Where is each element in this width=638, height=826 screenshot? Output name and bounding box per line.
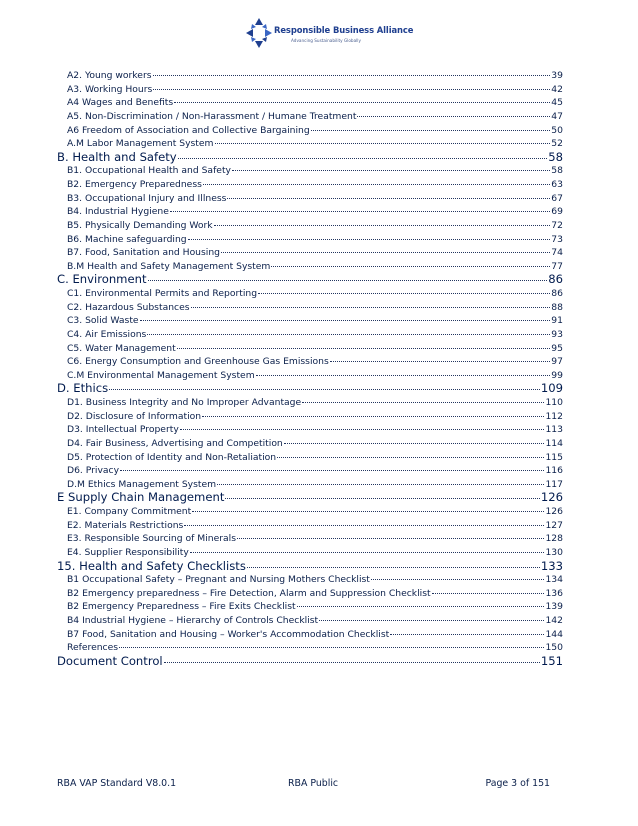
- toc-dot-leader: [284, 443, 545, 444]
- toc-dot-leader: [215, 143, 551, 144]
- toc-dot-leader: [148, 280, 548, 281]
- toc-dot-leader: [237, 538, 544, 539]
- toc-entry[interactable]: [57, 532, 563, 546]
- toc-entry[interactable]: [57, 505, 563, 519]
- toc-entry[interactable]: [57, 260, 563, 274]
- toc-entry-label: B2 Emergency preparedness – Fire Detection, Alarm and Suppression Checklist: [67, 587, 431, 599]
- toc-entry[interactable]: [57, 519, 563, 533]
- toc-page-number: 77: [551, 260, 563, 272]
- toc-dot-leader: [119, 647, 544, 648]
- toc-entry[interactable]: [57, 546, 563, 560]
- toc-entry[interactable]: [57, 164, 563, 178]
- toc-dot-leader: [232, 170, 550, 171]
- toc-dot-leader: [191, 307, 551, 308]
- toc-page-number: 133: [540, 558, 563, 573]
- toc-entry[interactable]: [57, 314, 563, 328]
- toc-entry-label: B.M Health and Safety Management System: [67, 260, 271, 272]
- toc-page-number: 39: [551, 70, 563, 81]
- toc-entry-label: E1. Company Commitment: [67, 506, 192, 517]
- toc-entry-label: D5. Protection of Identity and Non-Retaliation: [67, 451, 277, 463]
- toc-page-number: 134: [545, 574, 563, 586]
- toc-entry[interactable]: [57, 83, 563, 97]
- toc-dot-leader: [390, 634, 544, 635]
- toc-entry[interactable]: [57, 219, 563, 233]
- toc-page-number: 52: [551, 138, 563, 150]
- toc-entry-label: B7 Food, Sanitation and Housing – Worker's Accommodation Checklist: [67, 628, 390, 640]
- toc-dot-leader: [302, 402, 544, 403]
- toc-entry[interactable]: [57, 478, 563, 492]
- toc-dot-leader: [319, 620, 544, 621]
- toc-section-entry[interactable]: [57, 382, 563, 396]
- toc-entry[interactable]: [57, 396, 563, 410]
- toc-page-number: 126: [545, 506, 563, 517]
- toc-entry[interactable]: [57, 192, 563, 206]
- toc-entry-label: D1. Business Integrity and No Improper Advantage: [67, 397, 302, 408]
- toc-entry[interactable]: [57, 600, 563, 614]
- footer-classification: RBA Public: [288, 778, 339, 789]
- toc-dot-leader: [256, 375, 551, 376]
- toc-entry-label: C. Environment: [57, 272, 147, 287]
- toc-page-number: 114: [545, 437, 563, 449]
- footer-document-name: RBA VAP Standard V8.0.1: [57, 778, 177, 789]
- toc-dot-leader: [371, 579, 545, 580]
- toc-page-number: 97: [551, 356, 563, 368]
- toc-entry-label: E2. Materials Restrictions: [67, 519, 184, 531]
- toc-entry[interactable]: [57, 573, 563, 587]
- toc-dot-leader: [153, 89, 550, 90]
- toc-page-number: 117: [545, 478, 563, 490]
- toc-dot-leader: [120, 470, 544, 471]
- toc-entry-label: E4. Supplier Responsibility: [67, 546, 189, 558]
- toc-page-number: 72: [551, 219, 563, 231]
- toc-page-number: 99: [551, 369, 563, 381]
- toc-page-number: 74: [551, 247, 563, 259]
- toc-entry[interactable]: [57, 233, 563, 247]
- toc-entry-label: B4 Industrial Hygiene – Hierarchy of Controls Checklist: [67, 615, 319, 626]
- toc-dot-leader: [357, 116, 550, 117]
- toc-dot-leader: [247, 567, 540, 568]
- toc-entry-label: 15. Health and Safety Checklists: [57, 558, 246, 573]
- toc-entry-label: B3. Occupational Injury and Illness: [67, 192, 227, 204]
- toc-dot-leader: [184, 525, 544, 526]
- toc-page-number: 142: [545, 615, 563, 626]
- toc-dot-leader: [330, 361, 551, 362]
- toc-entry[interactable]: [57, 342, 563, 356]
- toc-entry[interactable]: [57, 205, 563, 219]
- toc-entry-label: B5. Physically Demanding Work: [67, 219, 213, 231]
- toc-page-number: 130: [545, 546, 563, 558]
- toc-dot-leader: [297, 606, 545, 607]
- toc-entry[interactable]: [57, 328, 563, 342]
- toc-section-entry[interactable]: [57, 491, 563, 505]
- toc-dot-leader: [311, 130, 551, 131]
- toc-page-number: 93: [551, 328, 563, 340]
- toc-dot-leader: [153, 75, 551, 76]
- toc-entry-label: B1 Occupational Safety – Pregnant and Nursing Mothers Checklist: [67, 574, 370, 586]
- toc-entry[interactable]: [57, 246, 563, 260]
- toc-page-number: 126: [540, 490, 563, 505]
- toc-dot-leader: [147, 334, 550, 335]
- toc-entry[interactable]: [57, 641, 563, 655]
- toc-page-number: 144: [545, 628, 563, 640]
- toc-dot-leader: [217, 484, 544, 485]
- toc-entry[interactable]: [57, 124, 563, 138]
- toc-entry[interactable]: [57, 137, 563, 151]
- toc-dot-leader: [227, 198, 550, 199]
- rba-logo-icon: [243, 16, 275, 50]
- toc-entry-label: A3. Working Hours: [67, 83, 153, 95]
- toc-page-number: 86: [548, 272, 563, 287]
- rba-logo: [243, 16, 414, 52]
- toc-page-number: 73: [551, 233, 563, 245]
- toc-dot-leader: [271, 266, 550, 267]
- toc-page-number: 58: [548, 149, 563, 164]
- toc-page-number: 136: [545, 587, 563, 599]
- toc-dot-leader: [221, 252, 550, 253]
- toc-entry-label: E Supply Chain Management: [57, 490, 225, 505]
- toc-page-number: 112: [545, 410, 563, 422]
- toc-entry[interactable]: [57, 301, 563, 315]
- toc-entry-label: D2. Disclosure of Information: [67, 410, 202, 422]
- toc-entry-label: Document Control: [57, 653, 163, 668]
- brand-name: Responsible Business Alliance: [274, 25, 414, 35]
- toc-page-number: 88: [551, 301, 563, 313]
- toc-dot-leader: [202, 416, 544, 417]
- toc-entry-label: B7. Food, Sanitation and Housing: [67, 247, 221, 259]
- toc-page-number: 50: [551, 124, 563, 136]
- toc-entry[interactable]: [57, 614, 563, 628]
- toc-page-number: 58: [551, 165, 563, 177]
- toc-entry[interactable]: [57, 69, 563, 83]
- toc-page-number: 115: [545, 451, 563, 463]
- toc-section-entry[interactable]: [57, 151, 563, 165]
- toc-entry-label: D.M Ethics Management System: [67, 478, 217, 490]
- toc-section-entry[interactable]: [57, 560, 563, 574]
- toc-dot-leader: [277, 457, 544, 458]
- toc-entry-label: B2 Emergency Preparedness – Fire Exits Checklist: [67, 601, 296, 613]
- toc-entry[interactable]: [57, 96, 563, 110]
- toc-entry[interactable]: [57, 587, 563, 601]
- toc-entry-label: D. Ethics: [57, 381, 109, 396]
- toc-entry[interactable]: [57, 287, 563, 301]
- toc-dot-leader: [203, 184, 550, 185]
- toc-entry-label: C1. Environmental Permits and Reporting: [67, 288, 258, 299]
- toc-dot-leader: [170, 211, 550, 212]
- toc-entry-label: A5. Non-Discrimination / Non-Harassment / Humane Treatment: [67, 110, 357, 122]
- toc-entry-label: A2. Young workers: [67, 70, 152, 81]
- toc-entry[interactable]: [57, 437, 563, 451]
- footer-page-number: Page 3 of 151: [485, 778, 550, 789]
- toc-dot-leader: [190, 552, 545, 553]
- toc-dot-leader: [214, 225, 551, 226]
- toc-entry-label: B1. Occupational Health and Safety: [67, 165, 231, 177]
- toc-page-number: 42: [551, 83, 563, 95]
- toc-entry-label: C2. Hazardous Substances: [67, 301, 190, 313]
- toc-page-number: 45: [551, 97, 563, 109]
- toc-page-number: 128: [545, 533, 563, 545]
- toc-section-entry[interactable]: [57, 273, 563, 287]
- toc-page-number: 69: [551, 206, 563, 218]
- toc-entry-label: C5. Water Management: [67, 342, 176, 354]
- toc-page-number: 150: [545, 642, 563, 654]
- toc-entry[interactable]: [57, 178, 563, 192]
- toc-entry[interactable]: [57, 355, 563, 369]
- toc-entry-label: C.M Environmental Management System: [67, 369, 255, 381]
- toc-entry-label: A4 Wages and Benefits: [67, 97, 174, 109]
- toc-page-number: 47: [551, 110, 563, 122]
- toc-entry-label: B. Health and Safety: [57, 149, 177, 164]
- toc-dot-leader: [188, 239, 551, 240]
- toc-entry-label: A6 Freedom of Association and Collective Bargaining: [67, 124, 310, 136]
- toc-entry-label: C6. Energy Consumption and Greenhouse Gas Emissions: [67, 356, 329, 368]
- toc-entry[interactable]: [57, 410, 563, 424]
- toc-page-number: 67: [551, 192, 563, 204]
- toc-page-number: 91: [551, 315, 563, 327]
- toc-entry[interactable]: [57, 628, 563, 642]
- toc-page-number: 110: [545, 397, 563, 408]
- toc-dot-leader: [258, 293, 550, 294]
- brand-tagline: Advancing Sustainability Globally: [291, 38, 361, 43]
- toc-entry[interactable]: [57, 369, 563, 383]
- toc-dot-leader: [174, 102, 550, 103]
- toc-entry-label: B2. Emergency Preparedness: [67, 179, 202, 190]
- toc-entry-label: D4. Fair Business, Advertising and Competition: [67, 437, 283, 449]
- table-of-contents: [57, 69, 563, 669]
- toc-entry[interactable]: [57, 464, 563, 478]
- toc-entry-label: B4. Industrial Hygiene: [67, 206, 169, 218]
- toc-page-number: 127: [545, 519, 563, 531]
- toc-dot-leader: [164, 662, 540, 663]
- toc-dot-leader: [432, 593, 545, 594]
- toc-page-number: 139: [545, 601, 563, 613]
- toc-entry-label: References: [67, 642, 119, 654]
- toc-dot-leader: [192, 511, 544, 512]
- toc-dot-leader: [178, 158, 548, 159]
- toc-entry-label: A.M Labor Management System: [67, 138, 214, 150]
- toc-dot-leader: [140, 320, 551, 321]
- toc-entry[interactable]: [57, 110, 563, 124]
- toc-entry-label: D6. Privacy: [67, 465, 120, 477]
- toc-dot-leader: [225, 498, 539, 499]
- toc-page-number: 63: [551, 179, 563, 190]
- toc-dot-leader: [177, 348, 551, 349]
- toc-entry-label: E3. Responsible Sourcing of Minerals: [67, 533, 236, 545]
- toc-page-number: 109: [540, 381, 563, 396]
- toc-dot-leader: [109, 389, 540, 390]
- toc-page-number: 151: [540, 653, 563, 668]
- toc-entry-label: C4. Air Emissions: [67, 328, 147, 340]
- toc-entry-label: D3. Intellectual Property: [67, 424, 179, 436]
- toc-page-number: 113: [545, 424, 563, 436]
- toc-entry-label: B6. Machine safeguarding: [67, 233, 187, 245]
- toc-section-entry[interactable]: [57, 655, 563, 669]
- toc-entry-label: C3. Solid Waste: [67, 315, 139, 327]
- toc-dot-leader: [180, 429, 545, 430]
- toc-page-number: 95: [551, 342, 563, 354]
- toc-entry[interactable]: [57, 451, 563, 465]
- toc-page-number: 86: [551, 288, 563, 299]
- toc-entry[interactable]: [57, 423, 563, 437]
- toc-page-number: 116: [545, 465, 563, 477]
